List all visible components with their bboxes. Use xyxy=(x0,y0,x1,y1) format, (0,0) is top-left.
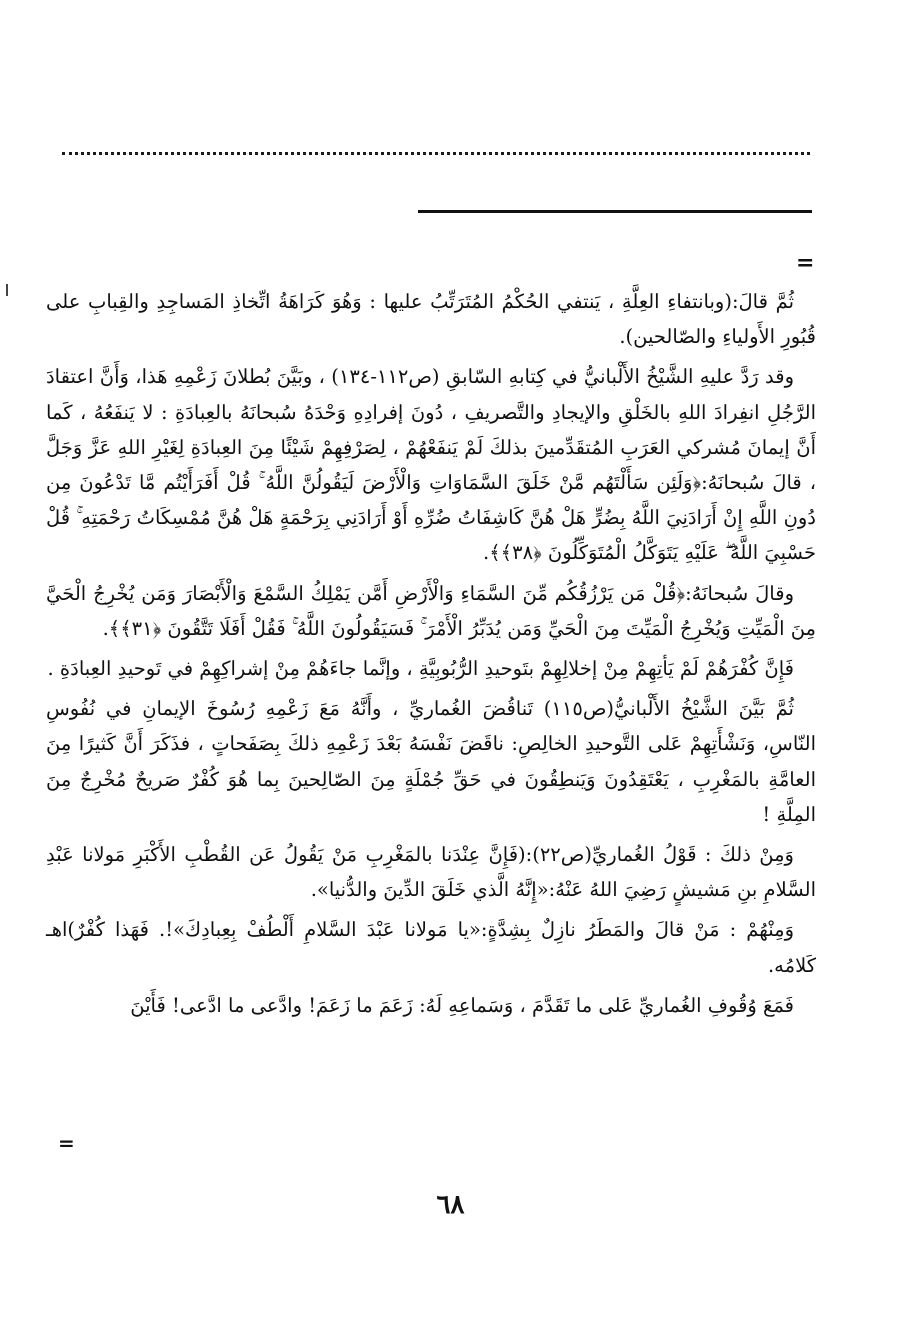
solid-separator xyxy=(418,210,812,213)
margin-mark xyxy=(6,284,8,296)
page-body xyxy=(46,284,816,1028)
paragraph-quran-verse: وقالَ سُبحانَهُ:﴿قُلْ مَن يَرْزُقُكُم مِّنَ السَّمَاءِ وَالْأَرْضِ أَمَّن يَمْلِكُ السَّمْعَ وَالْأَبْصَارَ وَمَن يُخْرِجُ الْحَيَّ مِنَ الْمَيِّتِ وَيُخْرِجُ الْمَيِّتَ مِنَ الْحَيِّ وَمَن يُدَبِّرُ الْأَمْرَ ۚ فَسَيَقُولُونَ اللَّهُ ۚ فَقُلْ أَفَلَا تَتَّقُونَ ﴿٣١﴾﴾. xyxy=(46,581,816,640)
page-number: ٦٨ xyxy=(436,1190,465,1220)
continuation-mark-top: = xyxy=(796,250,815,276)
paragraph-quote: ثُمَّ قالَ:(وبانتفاءِ العِلَّةِ ، يَنتفي الحُكْمُ المُتَرَتِّبُ عليها : وَهُوَ كَرَاهَةُ اتِّخاذِ المَساجِدِ والقِبابِ على قُبُورِ الأَولياءِ والصّالحين). xyxy=(46,290,816,349)
paragraph-rain: وَمِنْهُمْ : مَنْ قالَ والمَطَرُ نازِلٌ بِشِدَّةٍ:«يا مَولانا عَبْدَ السَّلامِ أَلْطُفْ بِعِبادِكَ»!. فَهَذا كُفْرٌ)اهـ كَلامُه. xyxy=(46,918,816,977)
continuation-mark-bottom: = xyxy=(58,1131,75,1155)
paragraph-contradiction: ثُمَّ بَيَّنَ الشَّيْخُ الأَلْبانيُّ(ص١١٥) تَناقُضَ الغُماريِّ ، وأَنَّهُ مَعَ زَعْمِهِ رُسُوخَ الإيمانِ في نُفُوسِ النّاسِ، وَنَشْأَتِهِمْ عَلى التَّوحيدِ الخالِصِ: ناقَضَ نَفْسَهُ بَعْدَ زَعْمِهِ ذلكَ بِصَفَحاتٍ ، فذَكَرَ أَنَّ كَثيرًا مِنَ العامَّةِ بالمَغْرِبِ ، يَعْتَقِدُونَ وَيَنطِقُونَ في حَقِّ جُمْلَةٍ مِنَ الصّالِحينَ بِما هُوَ كُفْرٌ صَريحٌ مُخْرِجٌ مِنَ المِلَّةِ ! xyxy=(46,697,816,826)
paragraph-kufr: فَإِنَّ كُفْرَهُمْ لَمْ يَأتِهِمْ مِنْ إخلالِهِمْ بتَوحيدِ الرُّبُوبِيَّةِ ، وإنَّما جاءَهُمْ مِنْ إشراكِهِمْ في تَوحيدِ العِبادَةِ . xyxy=(47,657,794,681)
dotted-separator xyxy=(62,152,810,155)
paragraph-conclusion: فَمَعَ وُقُوفِ الغُماريِّ عَلى ما تَقَدَّمَ ، وَسَماعِهِ لَهُ: زَعَمَ ما زَعَمَ! وادَّعى ما ادَّعى! فَأَيْنَ xyxy=(130,993,794,1017)
paragraph-example: وَمِنْ ذلكَ : قَوْلُ الغُماريِّ(ص٢٢):(فَإِنَّ عِنْدَنا بالمَغْرِبِ مَنْ يَقُولُ عَن القُطْبِ الأَكْبَرِ مَولانا عَبْدِ السَّلامِ بنِ مَشيشٍ رَضِيَ اللهُ عَنْهُ:«إِنَّهُ الَّذي خَلَقَ الدِّينَ والدُّنيا». xyxy=(46,843,816,902)
paragraph-albani-reply: وقد رَدَّ عليهِ الشَّيْخُ الأَلْبانيُّ في كِتابهِ السّابقِ (ص١١٢-١٣٤) ، وبَيَّنَ بُطلانَ زَعْمِهِ هَذا، وَأَنَّ اعتقادَ الرَّجُلِ انفِرادَ اللهِ بالخَلْقِ والإيجادِ والتَّصريفِ ، دُونَ إفرادِهِ وَحْدَهُ سُبحانَهُ بالعِبادَةِ : لا يَنفَعُهُ ، كَما أَنَّ إيمانَ مُشركي العَرَبِ المُتقَدِّمينَ بذلكَ لَمْ يَنفَعْهُمْ ، لِصَرْفِهِمْ شَيْئًا مِنَ العِبادَةِ لِغَيْرِ اللهِ عَزَّ وَجَلَّ ، قالَ سُبحانَهُ:﴿وَلَئِن سَأَلْتَهُم مَّنْ خَلَقَ السَّمَاوَاتِ وَالْأَرْضَ لَيَقُولُنَّ اللَّهُ ۚ قُلْ أَفَرَأَيْتُم مَّا تَدْعُونَ مِن دُونِ اللَّهِ إِنْ أَرَادَنِيَ اللَّهُ بِضُرٍّ هَلْ هُنَّ كَاشِفَاتُ ضُرِّهِ أَوْ أَرَادَنِي بِرَحْمَةٍ هَلْ هُنَّ مُمْسِكَاتُ رَحْمَتِهِ ۚ قُلْ حَسْبِيَ اللَّهُ ۖ عَلَيْهِ يَتَوَكَّلُ الْمُتَوَكِّلُونَ ﴿٣٨﴾﴾. xyxy=(46,365,816,565)
